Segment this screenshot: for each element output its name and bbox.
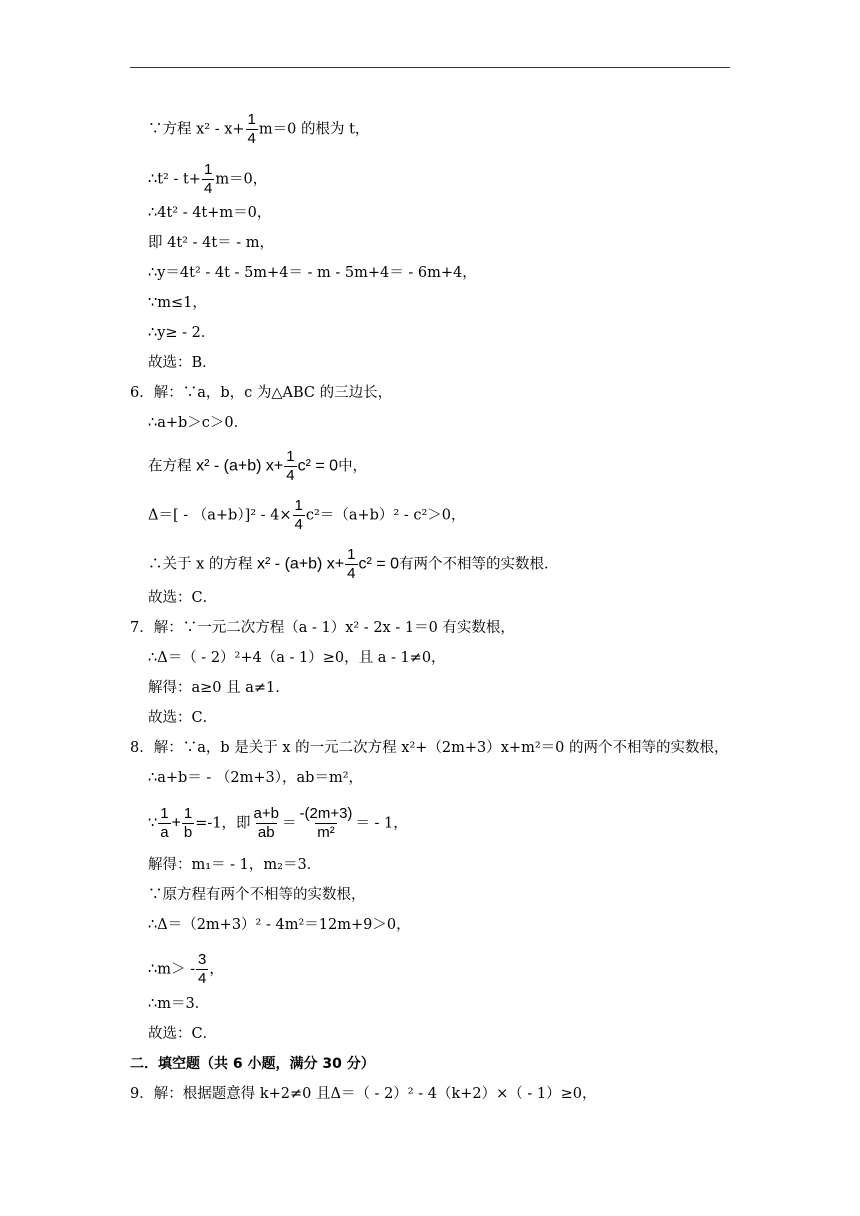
text: Δ＝[ - （a+b）]² - 4× (148, 507, 292, 524)
q7-line-2: 解得：a≥0 且 a≠1． (148, 680, 290, 696)
fraction-sum-over-product (252, 806, 281, 841)
line-7: ∴y≥ - 2． (148, 325, 216, 341)
numerator: 1 (160, 805, 169, 822)
q8-line-1: ∴a+b＝ - （2m+3），ab＝m²， (148, 770, 364, 786)
numerator: 1 (286, 448, 295, 465)
equation-part: c² = 0 (297, 457, 339, 475)
denominator: m² (317, 824, 335, 841)
q6-line-3 (148, 498, 466, 533)
numerator: a+b (253, 805, 279, 822)
text: 有两个不相等的实数根． (398, 556, 559, 573)
q6-line-4 (148, 547, 558, 582)
text: ＝ - 1， (355, 815, 408, 832)
q7-line-3: 故选：C． (148, 710, 218, 726)
equation-part: x² - (a+b) x+ (257, 555, 345, 573)
text: m＝0， (215, 171, 268, 188)
denominator: 4 (197, 970, 207, 987)
q8-line-6 (148, 952, 224, 987)
numerator: 1 (183, 805, 193, 822)
text: ， (209, 961, 224, 978)
denominator: 4 (286, 467, 295, 484)
line-1 (148, 112, 369, 147)
line-6: ∵m≤1， (148, 295, 207, 311)
text: 在方程 (148, 458, 192, 475)
section-2-heading: 二．填空题（共 6 小题，满分 30 分） (130, 1056, 375, 1072)
fraction-one-quarter (293, 498, 305, 533)
fraction-one-quarter (284, 449, 296, 484)
equation-part: c² = 0 (358, 555, 399, 573)
denominator: 4 (347, 565, 356, 582)
denominator: 4 (203, 180, 213, 197)
question-8-heading: 8．解：∵a，b 是关于 x 的一元二次方程 x²+（2m+3）x+m²＝0 的两个不相等的实数根， (130, 740, 729, 756)
denominator: 4 (294, 516, 303, 533)
text: ＝ (282, 815, 297, 832)
line-3: ∴4t² - 4t+m＝0， (148, 205, 272, 221)
fraction-one-quarter (202, 162, 214, 197)
text: ∴关于 x 的方程 (148, 556, 253, 573)
line-5: ∴y＝4t² - 4t - 5m+4＝ - m - 5m+4＝ - 6m+4， (148, 265, 477, 281)
numerator: 1 (294, 497, 303, 514)
q8-line-8: 故选：C． (148, 1026, 218, 1042)
q8-line-4: ∵原方程有两个不相等的实数根， (148, 887, 366, 903)
line-2 (148, 162, 267, 197)
text: ∵ (148, 815, 158, 832)
text: ∴m＞ - (148, 961, 195, 978)
text: m＝0 的根为 t， (258, 121, 370, 138)
denominator: a (160, 824, 169, 841)
fraction-one-over-a (158, 806, 170, 841)
text: c²＝（a+b）² - c²＞0， (305, 507, 466, 524)
q6-line-5: 故选：C． (148, 590, 218, 606)
fraction-three-quarters (196, 952, 208, 987)
fraction-neg-2m3-over-m2 (298, 806, 355, 841)
q8-line-7: ∴m＝3． (148, 996, 210, 1012)
line-8: 故选：B． (148, 355, 217, 371)
numerator: 3 (197, 951, 207, 968)
text: 中， (338, 458, 368, 475)
question-7-heading: 7．解：∵一元二次方程（a - 1）x² - 2x - 1＝0 有实数根， (130, 620, 515, 636)
fraction-one-quarter (246, 112, 258, 147)
q8-line-3: 解得：m₁＝ - 1，m₂＝3． (148, 857, 322, 873)
numerator: 1 (347, 546, 356, 563)
q7-line-1: ∴Δ＝（ - 2）²+4（a - 1）≥0，且 a - 1≠0， (148, 650, 446, 666)
header-rule (130, 67, 730, 68)
denominator: b (183, 824, 193, 841)
q6-line-1: ∴a+b＞c＞0． (148, 415, 249, 431)
denominator: ab (257, 824, 275, 841)
fraction-one-over-b (182, 806, 194, 841)
text: ∵方程 x² - x+ (148, 121, 245, 138)
equation-part: x² - (a+b) x+ (196, 457, 284, 475)
q8-line-5: ∴Δ＝（2m+3）² - 4m²＝12m+9＞0， (148, 917, 411, 933)
numerator: 1 (203, 161, 213, 178)
q6-line-2 (148, 449, 367, 484)
numerator: -(2m+3) (299, 805, 353, 822)
question-6-heading: 6．解：∵a，b，c 为△ABC 的三边长， (130, 385, 393, 401)
text: =-1，即 (195, 815, 251, 832)
text: ∴t² - t+ (148, 171, 201, 188)
line-4: 即 4t² - 4t＝ - m， (148, 235, 275, 251)
numerator: 1 (247, 111, 256, 128)
denominator: 4 (247, 130, 256, 147)
q8-line-2: ∵ $\frac{1}{a}$ + $\frac{1}{b}$ =-1，即 $\frac{a+b}{ab}$ ＝ $\frac{-(2m+3)}{\text{m²}}$ ＝ - 1， (148, 805, 408, 841)
fraction-one-quarter (345, 547, 357, 582)
question-9-heading: 9．解：根据题意得 k+2≠0 且Δ＝（ - 2）² - 4（k+2）×（ - 1）≥0， (130, 1086, 597, 1102)
